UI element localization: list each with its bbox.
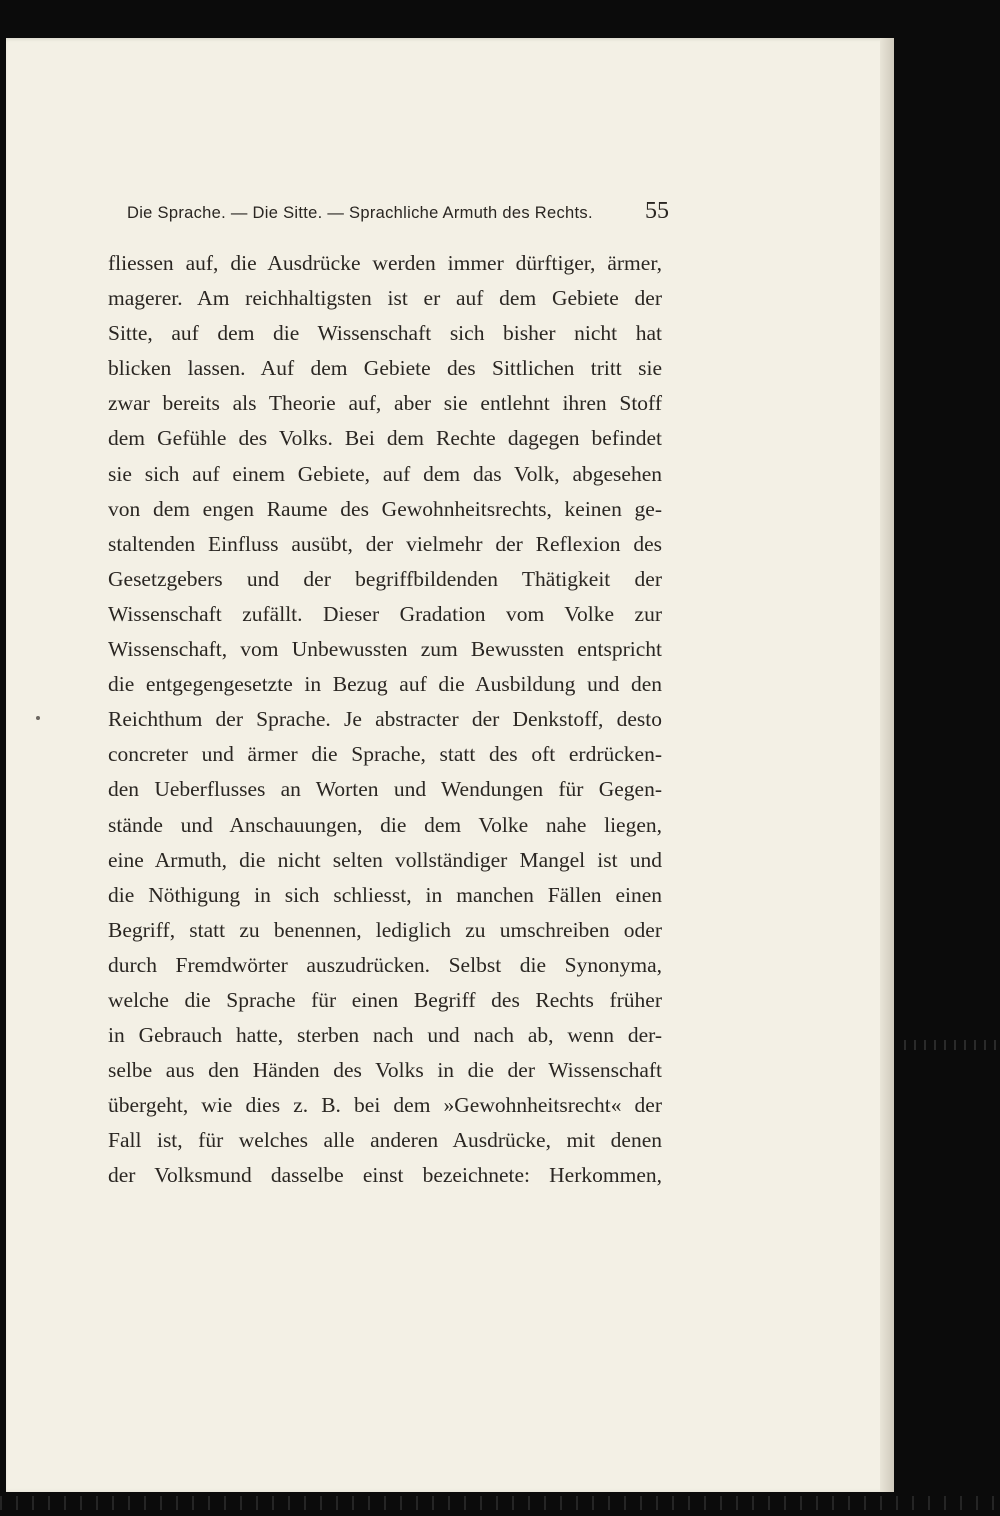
text-line: die entgegengesetzte in Bezug auf die Ausbildung und den [108,672,662,697]
page-header [127,200,669,230]
scan-ruler-bottom [0,1496,1000,1510]
text-line: Wissenschaft zufällt. Dieser Gradation vom Volke zur [108,601,662,626]
text-line: magerer. Am reichhaltigsten ist er auf dem Gebiete der [108,286,662,311]
text-line: blicken lassen. Auf dem Gebiete des Sittlichen tritt sie [108,356,662,381]
text-line: Fall ist, für welches alle anderen Ausdrücke, mit denen [108,1128,662,1153]
text-line: Begriff, statt zu benennen, lediglich zu umschreiben oder [108,917,662,942]
text-line: staltenden Einfluss ausübt, der vielmehr der Reflexion des [108,531,662,556]
text-line: übergeht, wie dies z. B. bei dem »Gewohnheitsrecht« der [108,1093,662,1118]
text-line: Sitte, auf dem die Wissenschaft sich bisher nicht hat [108,321,662,346]
text-line: Gesetzgebers und der begriffbildenden Thätigkeit der [108,566,662,591]
text-line: die Nöthigung in sich schliesst, in manchen Fällen einen [108,882,662,907]
text-line: selbe aus den Händen des Volks in die der Wissenschaft [108,1058,662,1083]
text-line: stände und Anschauungen, die dem Volke nahe liegen, [108,812,662,837]
scan-ruler-right [904,1040,1000,1050]
text-line: zwar bereits als Theorie auf, aber sie entlehnt ihren Stoff [108,391,662,416]
text-line: sie sich auf einem Gebiete, auf dem das Volk, abgesehen [108,461,662,486]
text-line: Reichthum der Sprache. Je abstracter der Denkstoff, desto [108,707,662,732]
running-head: Die Sprache. — Die Sitte. — Sprachliche Armuth des Rechts. [127,204,593,222]
text-line: Wissenschaft, vom Unbewussten zum Bewussten entspricht [108,637,662,662]
text-line: der Volksmund dasselbe einst bezeichnete: Herkommen, [108,1163,662,1188]
text-line: von dem engen Raume des Gewohnheitsrechts, keinen ge- [108,496,662,521]
text-line: den Ueberflusses an Worten und Wendungen für Gegen- [108,777,662,802]
page-edge [880,38,894,1492]
text-line: welche die Sprache für einen Begriff des Rechts früher [108,987,662,1012]
text-line: concreter und ärmer die Sprache, statt des oft erdrücken- [108,742,662,767]
paper-speck [36,716,40,720]
text-line: durch Fremdwörter auszudrücken. Selbst die Synonyma, [108,952,662,977]
text-line: fliessen auf, die Ausdrücke werden immer dürftiger, ärmer, [108,251,662,275]
page-number: 55 [645,198,669,224]
body-text [108,246,662,1194]
text-line: in Gebrauch hatte, sterben nach und nach ab, wenn der- [108,1023,662,1048]
text-line: eine Armuth, die nicht selten vollständiger Mangel ist und [108,847,662,872]
text-line: dem Gefühle des Volks. Bei dem Rechte dagegen befindet [108,426,662,451]
